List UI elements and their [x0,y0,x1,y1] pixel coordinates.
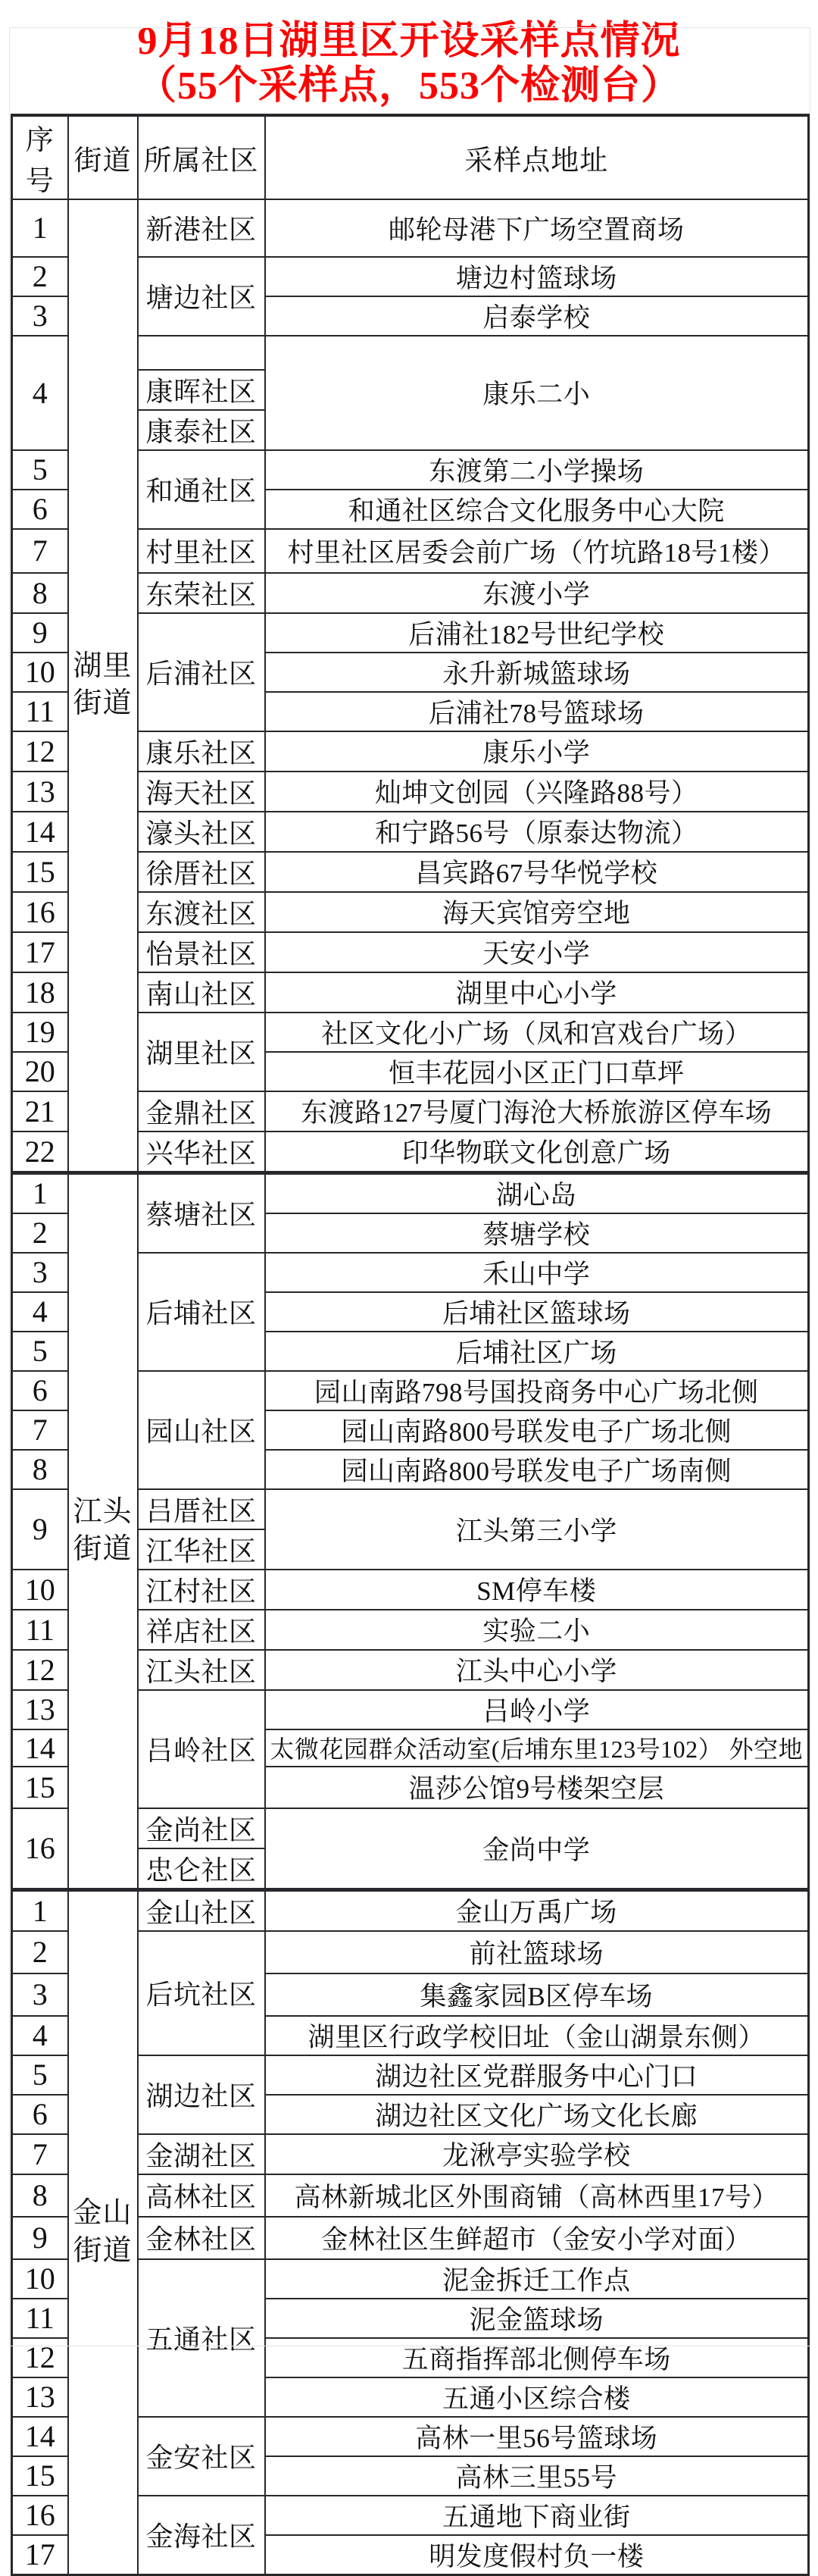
address-cell: 泥金篮球场 [265,2299,809,2338]
seq-cell: 4 [12,1292,68,1332]
community-cell: 东荣社区 [138,573,265,613]
seq-cell: 12 [12,2338,68,2377]
community-cell: 金安社区 [138,2417,265,2496]
seq-cell: 11 [12,692,68,731]
sampling-table [11,114,810,2576]
seq-cell: 1 [12,199,68,257]
seq-cell: 8 [12,573,68,613]
seq-cell: 8 [12,1450,68,1489]
seq-cell: 7 [12,2134,68,2174]
page-title-line2: （55个采样点，553个检测台） [136,64,681,108]
address-cell: 灿坤文创园（兴隆路88号） [265,772,809,812]
address-cell: 前社篮球场 [265,1931,809,1973]
address-cell: 湖里区行政学校旧址（金山湖景东侧） [265,2016,809,2055]
street-section [12,199,809,1173]
seq-cell: 6 [12,490,68,529]
address-cell: 东渡第二小学操场 [265,450,809,490]
table-row [12,199,809,257]
seq-cell: 2 [12,257,68,296]
address-cell: 园山南路798号国投商务中心广场北侧 [265,1371,809,1410]
seq-cell: 12 [12,731,68,772]
seq-cell: 6 [12,1371,68,1410]
page-title [8,20,810,109]
address-cell: 高林新城北区外围商铺（高林西里17号） [265,2174,809,2217]
community-cell: 金山社区 [138,1889,265,1931]
seq-cell: 14 [12,1729,68,1767]
address-cell: 蔡塘学校 [265,1213,809,1253]
address-cell: 五通小区综合楼 [265,2377,809,2417]
header-community: 所属社区 [138,115,265,199]
seq-cell: 15 [12,2456,68,2496]
address-cell: 高林三里55号 [265,2456,809,2496]
address-cell: 泥金拆迁工作点 [265,2259,809,2299]
seq-cell: 16 [12,1808,68,1890]
address-cell: 江头第三小学 [265,1489,809,1570]
street-section [12,1172,809,1889]
community-cell: 江村社区 [138,1570,265,1610]
address-cell: 金山万禹广场 [265,1889,809,1931]
seq-cell: 6 [12,2095,68,2134]
community-cell: 兴华社区 [138,1131,265,1173]
table-header [12,115,809,199]
community-cell: 江头社区 [138,1650,265,1690]
address-cell: 温莎公馆9号楼架空层 [265,1767,809,1808]
community-cell: 村里社区 [138,529,265,573]
address-cell: 明发度假村负一楼 [265,2535,809,2575]
community-cell: 和通社区 [138,450,265,529]
seq-cell: 15 [12,852,68,892]
seq-cell: 12 [12,1650,68,1690]
community-cell: 湖边社区 [138,2055,265,2134]
address-cell: 东渡路127号厦门海沧大桥旅游区停车场 [265,1091,809,1131]
street-cell: 金山 街道 [68,1889,138,2574]
community-cell: 蔡塘社区 [138,1172,265,1253]
seq-cell: 10 [12,2259,68,2299]
seq-cell: 14 [12,812,68,852]
community-cell: 后埔社区 [138,1253,265,1371]
seq-cell: 13 [12,2377,68,2417]
seq-cell: 16 [12,892,68,932]
seq-cell: 18 [12,972,68,1013]
address-cell: 海天宾馆旁空地 [265,892,809,932]
address-cell: 邮轮母港下广场空置商场 [265,199,809,257]
address-cell: 禾山中学 [265,1253,809,1292]
table-row [12,1172,809,1213]
seq-cell: 9 [12,1489,68,1570]
seq-cell: 10 [12,1570,68,1610]
community-cell: 东渡社区 [138,892,265,932]
community-cell: 五通社区 [138,2259,265,2417]
community-cell: 康泰社区 [138,410,265,450]
seq-cell: 13 [12,772,68,812]
seq-cell: 8 [12,2174,68,2217]
seq-cell: 5 [12,450,68,490]
address-cell: 康乐小学 [265,731,809,772]
community-cell: 金尚社区 [138,1808,265,1848]
seq-cell: 11 [12,2299,68,2338]
community-cell: 南山社区 [138,972,265,1013]
address-cell: 社区文化小广场（凤和宫戏台广场） [265,1013,809,1052]
seq-cell: 19 [12,1013,68,1052]
header-row [12,115,809,199]
seq-cell: 1 [12,1889,68,1931]
address-cell: 后浦社182号世纪学校 [265,613,809,653]
header-street: 街道 [68,115,138,199]
street-cell: 江头 街道 [68,1172,138,1889]
seq-cell: 14 [12,2417,68,2456]
address-cell: 天安小学 [265,932,809,972]
street-section [12,1889,809,2574]
community-cell: 康晖社区 [138,370,265,410]
address-cell: 村里社区居委会前广场（竹坑路18号1楼） [265,529,809,573]
community-cell: 祥店社区 [138,1610,265,1650]
community-cell: 怡景社区 [138,932,265,972]
address-cell: 后埔社区广场 [265,1332,809,1371]
community-cell: 吕厝社区 [138,1489,265,1529]
community-cell: 金海社区 [138,2496,265,2575]
address-cell: 后埔社区篮球场 [265,1292,809,1332]
community-cell: 后浦社区 [138,613,265,731]
community-cell: 后坑社区 [138,1931,265,2055]
page-title-line1: 9月18日湖里区开设采样点情况 [137,20,681,63]
seq-cell: 3 [12,296,68,336]
address-cell: 湖里中心小学 [265,972,809,1013]
seq-cell: 9 [12,613,68,653]
community-cell: 海天社区 [138,772,265,812]
seq-cell: 17 [12,932,68,972]
seq-cell: 4 [12,2016,68,2055]
seq-cell: 10 [12,653,68,692]
community-cell: 金鼎社区 [138,1091,265,1131]
seq-cell: 21 [12,1091,68,1131]
seq-cell: 15 [12,1767,68,1808]
address-cell: 启泰学校 [265,296,809,336]
address-cell: 江头中心小学 [265,1650,809,1690]
seq-cell: 3 [12,1973,68,2016]
address-cell: 湖边社区文化广场文化长廊 [265,2095,809,2134]
seq-cell: 9 [12,2217,68,2259]
community-cell: 塘边社区 [138,257,265,336]
address-cell: 永升新城篮球场 [265,653,809,692]
address-cell: 园山南路800号联发电子广场北侧 [265,1410,809,1450]
seq-cell: 16 [12,2496,68,2535]
community-cell: 忠仑社区 [138,1848,265,1890]
address-cell: 五商指挥部北侧停车场 [265,2338,809,2377]
community-cell: 吕岭社区 [138,1690,265,1808]
address-cell: 塘边村篮球场 [265,257,809,296]
address-cell: 东渡小学 [265,573,809,613]
address-cell: 湖心岛 [265,1172,809,1213]
community-cell: 江华社区 [138,1529,265,1570]
address-cell: 吕岭小学 [265,1690,809,1729]
address-cell: 高林一里56号篮球场 [265,2417,809,2456]
seq-cell: 22 [12,1131,68,1173]
address-cell: 和宁路56号（原泰达物流） [265,812,809,852]
seq-cell: 5 [12,2055,68,2095]
community-cell: 湖里社区 [138,1013,265,1091]
address-cell: SM停车楼 [265,1570,809,1610]
seq-cell: 3 [12,1253,68,1292]
address-cell: 龙湫亭实验学校 [265,2134,809,2174]
seq-cell: 17 [12,2535,68,2575]
community-cell: 园山社区 [138,1371,265,1489]
address-cell: 集鑫家园B区停车场 [265,1973,809,2016]
seq-cell: 2 [12,1213,68,1253]
seq-cell: 4 [12,336,68,450]
address-cell: 昌宾路67号华悦学校 [265,852,809,892]
table-row [12,1889,809,1931]
seq-cell: 11 [12,1610,68,1650]
address-cell: 恒丰花园小区正门口草坪 [265,1052,809,1091]
address-cell: 实验二小 [265,1610,809,1650]
address-cell: 太微花园群众活动室(后埔东里123号102） 外空地 [265,1729,809,1767]
address-cell: 和通社区综合文化服务中心大院 [265,490,809,529]
community-cell: 高林社区 [138,2174,265,2217]
address-cell: 湖边社区党群服务中心门口 [265,2055,809,2095]
community-cell: 金湖社区 [138,2134,265,2174]
address-cell: 五通地下商业街 [265,2496,809,2535]
community-cell [138,336,265,370]
seq-cell: 2 [12,1931,68,1973]
street-cell: 湖里 街道 [68,199,138,1173]
header-address: 采样点地址 [265,115,809,199]
address-cell: 金尚中学 [265,1808,809,1890]
seq-cell: 5 [12,1332,68,1371]
seq-cell: 7 [12,529,68,573]
address-cell: 康乐二小 [265,336,809,450]
seq-cell: 7 [12,1410,68,1450]
seq-cell: 1 [12,1172,68,1213]
address-cell: 园山南路800号联发电子广场南侧 [265,1450,809,1489]
address-cell: 后浦社78号篮球场 [265,692,809,731]
community-cell: 濠头社区 [138,812,265,852]
community-cell: 新港社区 [138,199,265,257]
community-cell: 徐厝社区 [138,852,265,892]
address-cell: 印华物联文化创意广场 [265,1131,809,1173]
seq-cell: 20 [12,1052,68,1091]
community-cell: 康乐社区 [138,731,265,772]
address-cell: 金林社区生鲜超市（金安小学对面） [265,2217,809,2259]
community-cell: 金林社区 [138,2217,265,2259]
seq-cell: 13 [12,1690,68,1729]
header-seq: 序号 [12,115,68,199]
